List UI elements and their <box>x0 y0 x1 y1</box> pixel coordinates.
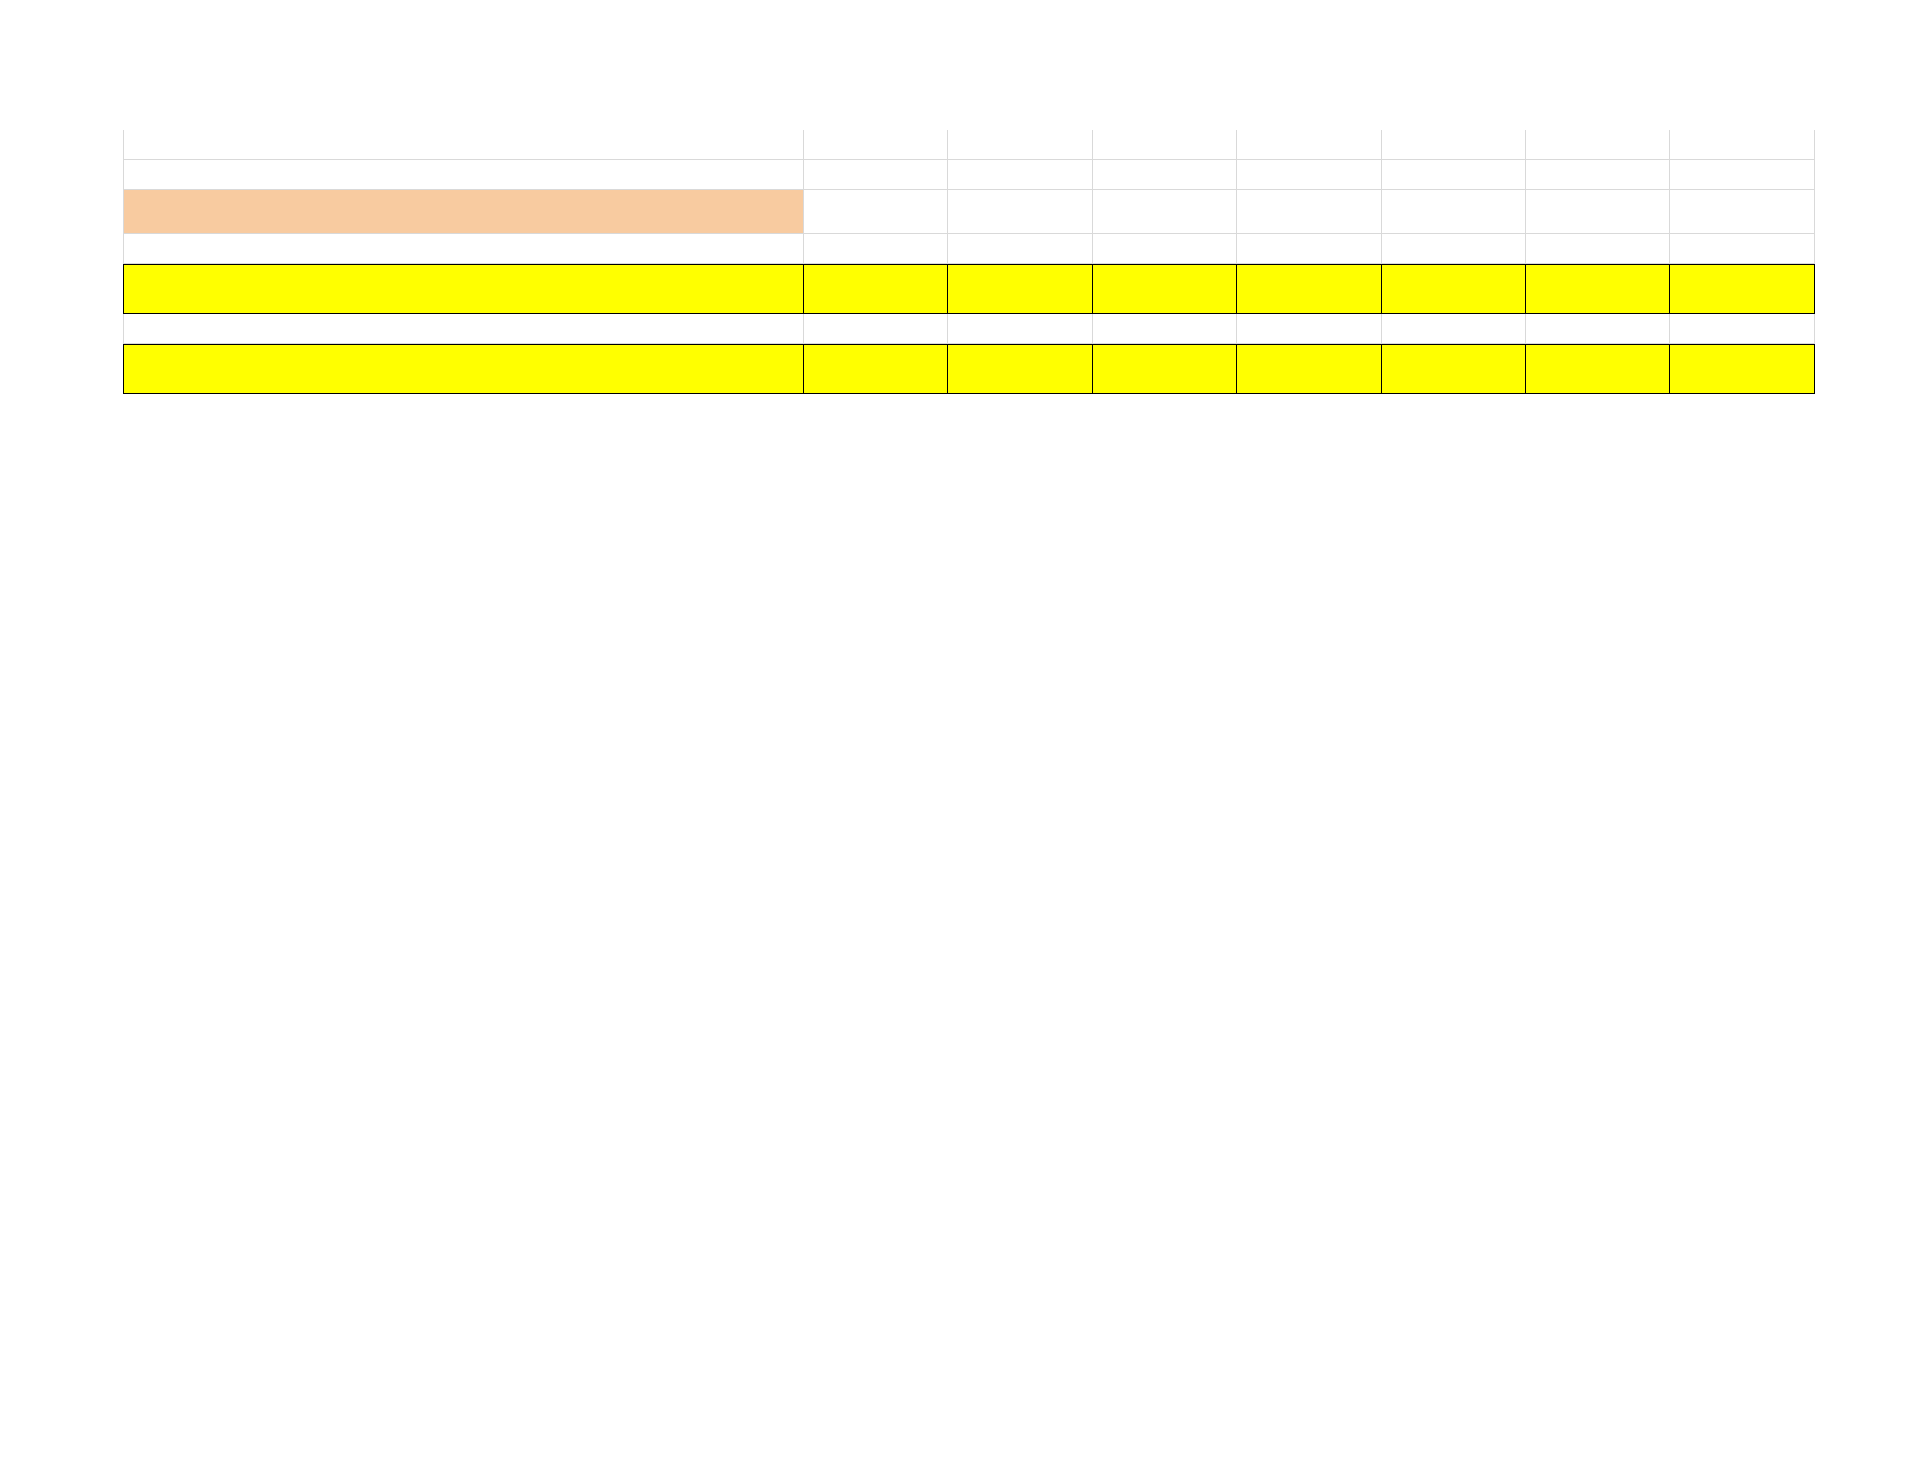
spreadsheet <box>123 130 1815 394</box>
section-label <box>123 190 804 234</box>
empty-row <box>123 314 1815 344</box>
col-protein <box>804 264 948 314</box>
empty-row <box>123 234 1815 264</box>
hibachi-title <box>123 264 804 314</box>
col-fiber <box>1382 264 1526 314</box>
col-fat <box>948 344 1092 394</box>
col-sugar <box>1526 344 1670 394</box>
hibachi-header <box>123 264 1815 314</box>
col-calories <box>1237 344 1381 394</box>
empty-row <box>123 130 1815 160</box>
col-sugar <box>1526 264 1670 314</box>
salmon-title <box>123 344 804 394</box>
col-sodium <box>1670 344 1814 394</box>
salmon-header <box>123 344 1815 394</box>
col-protein <box>804 344 948 394</box>
col-fat <box>948 264 1092 314</box>
section-label-row <box>123 190 1815 234</box>
col-carbs <box>1093 344 1237 394</box>
col-sodium <box>1670 264 1814 314</box>
empty-row <box>123 160 1815 190</box>
col-carbs <box>1093 264 1237 314</box>
col-fiber <box>1382 344 1526 394</box>
col-calories <box>1237 264 1381 314</box>
